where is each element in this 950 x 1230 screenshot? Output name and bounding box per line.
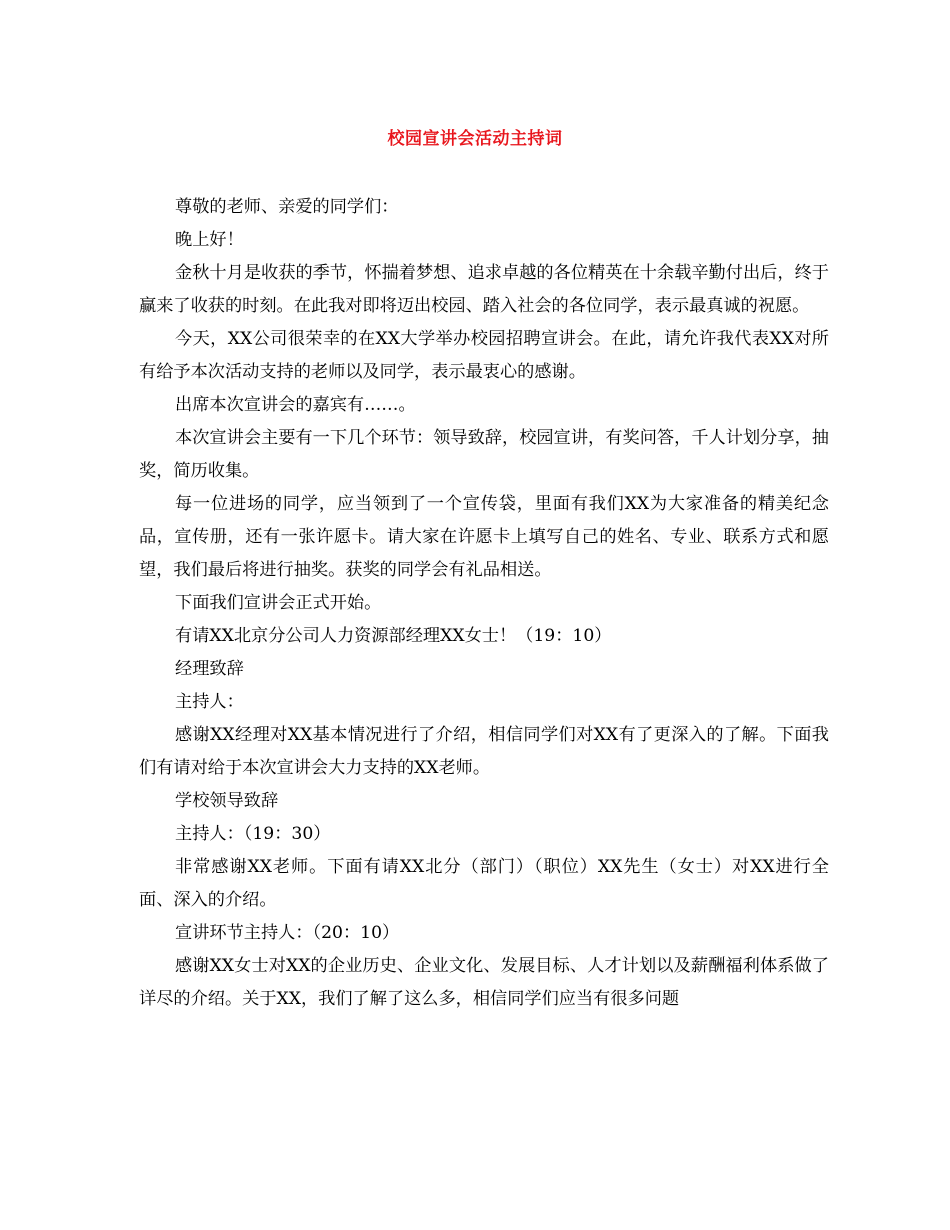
paragraph-golden-autumn: 金秋十月是收获的季节，怀揣着梦想、追求卓越的各位精英在十余载辛勤付出后，终于赢来了收获的时刻。在此我对即将迈出校园、踏入社会的各位同学，表示最真诚的祝愿。 <box>139 263 829 316</box>
paragraph-greeting: 尊敬的老师、亲爱的同学们： <box>175 197 399 217</box>
document-body <box>139 191 829 1016</box>
paragraph-start: 下面我们宣讲会正式开始。 <box>175 593 382 613</box>
paragraph-thanks-manager: 感谢XX经理对XX基本情况进行了介绍，相信同学们对XX有了更深入的了解。下面我们有请对给于本次宣讲会大力支持的XX老师。 <box>139 725 829 778</box>
paragraph-good-evening: 晚上好！ <box>175 230 244 250</box>
paragraph-agenda: 本次宣讲会主要有一下几个环节：领导致辞，校园宣讲，有奖问答，千人计划分享，抽奖，简历收集。 <box>139 428 829 481</box>
document-title: 校园宣讲会活动主持词 <box>387 129 563 149</box>
paragraph-invite-manager: 有请XX北京分公司人力资源部经理XX女士！（19：10） <box>175 626 612 646</box>
paragraph-host-2: 主持人：（19：30） <box>175 824 331 844</box>
paragraph-gift-bag: 每一位进场的同学，应当领到了一个宣传袋，里面有我们XX为大家准备的精美纪念品，宣传册，还有一张许愿卡。请大家在许愿卡上填写自己的姓名、专业、联系方式和愿望，我们最后将进行抽奖。获奖的同学会有礼品相送。 <box>139 494 829 580</box>
paragraph-guests: 出席本次宣讲会的嘉宾有……。 <box>175 395 416 415</box>
paragraph-presentation-host: 宣讲环节主持人：（20：10） <box>175 923 400 943</box>
paragraph-thanks-teacher: 非常感谢XX老师。下面有请XX北分（部门）（职位）XX先生（女士）对XX进行全面、深入的介绍。 <box>139 857 829 910</box>
paragraph-thanks-presentation: 感谢XX女士对XX的企业历史、企业文化、发展目标、人才计划以及薪酬福利体系做了详尽的介绍。关于XX，我们了解了这么多，相信同学们应当有很多问题 <box>139 956 829 1009</box>
paragraph-host-1: 主持人： <box>175 692 244 712</box>
paragraph-today: 今天，XX公司很荣幸的在XX大学举办校园招聘宣讲会。在此，请允许我代表XX对所有给予本次活动支持的老师以及同学，表示最衷心的感谢。 <box>139 329 829 382</box>
paragraph-school-speech: 学校领导致辞 <box>175 791 279 811</box>
paragraph-manager-speech: 经理致辞 <box>175 659 244 679</box>
